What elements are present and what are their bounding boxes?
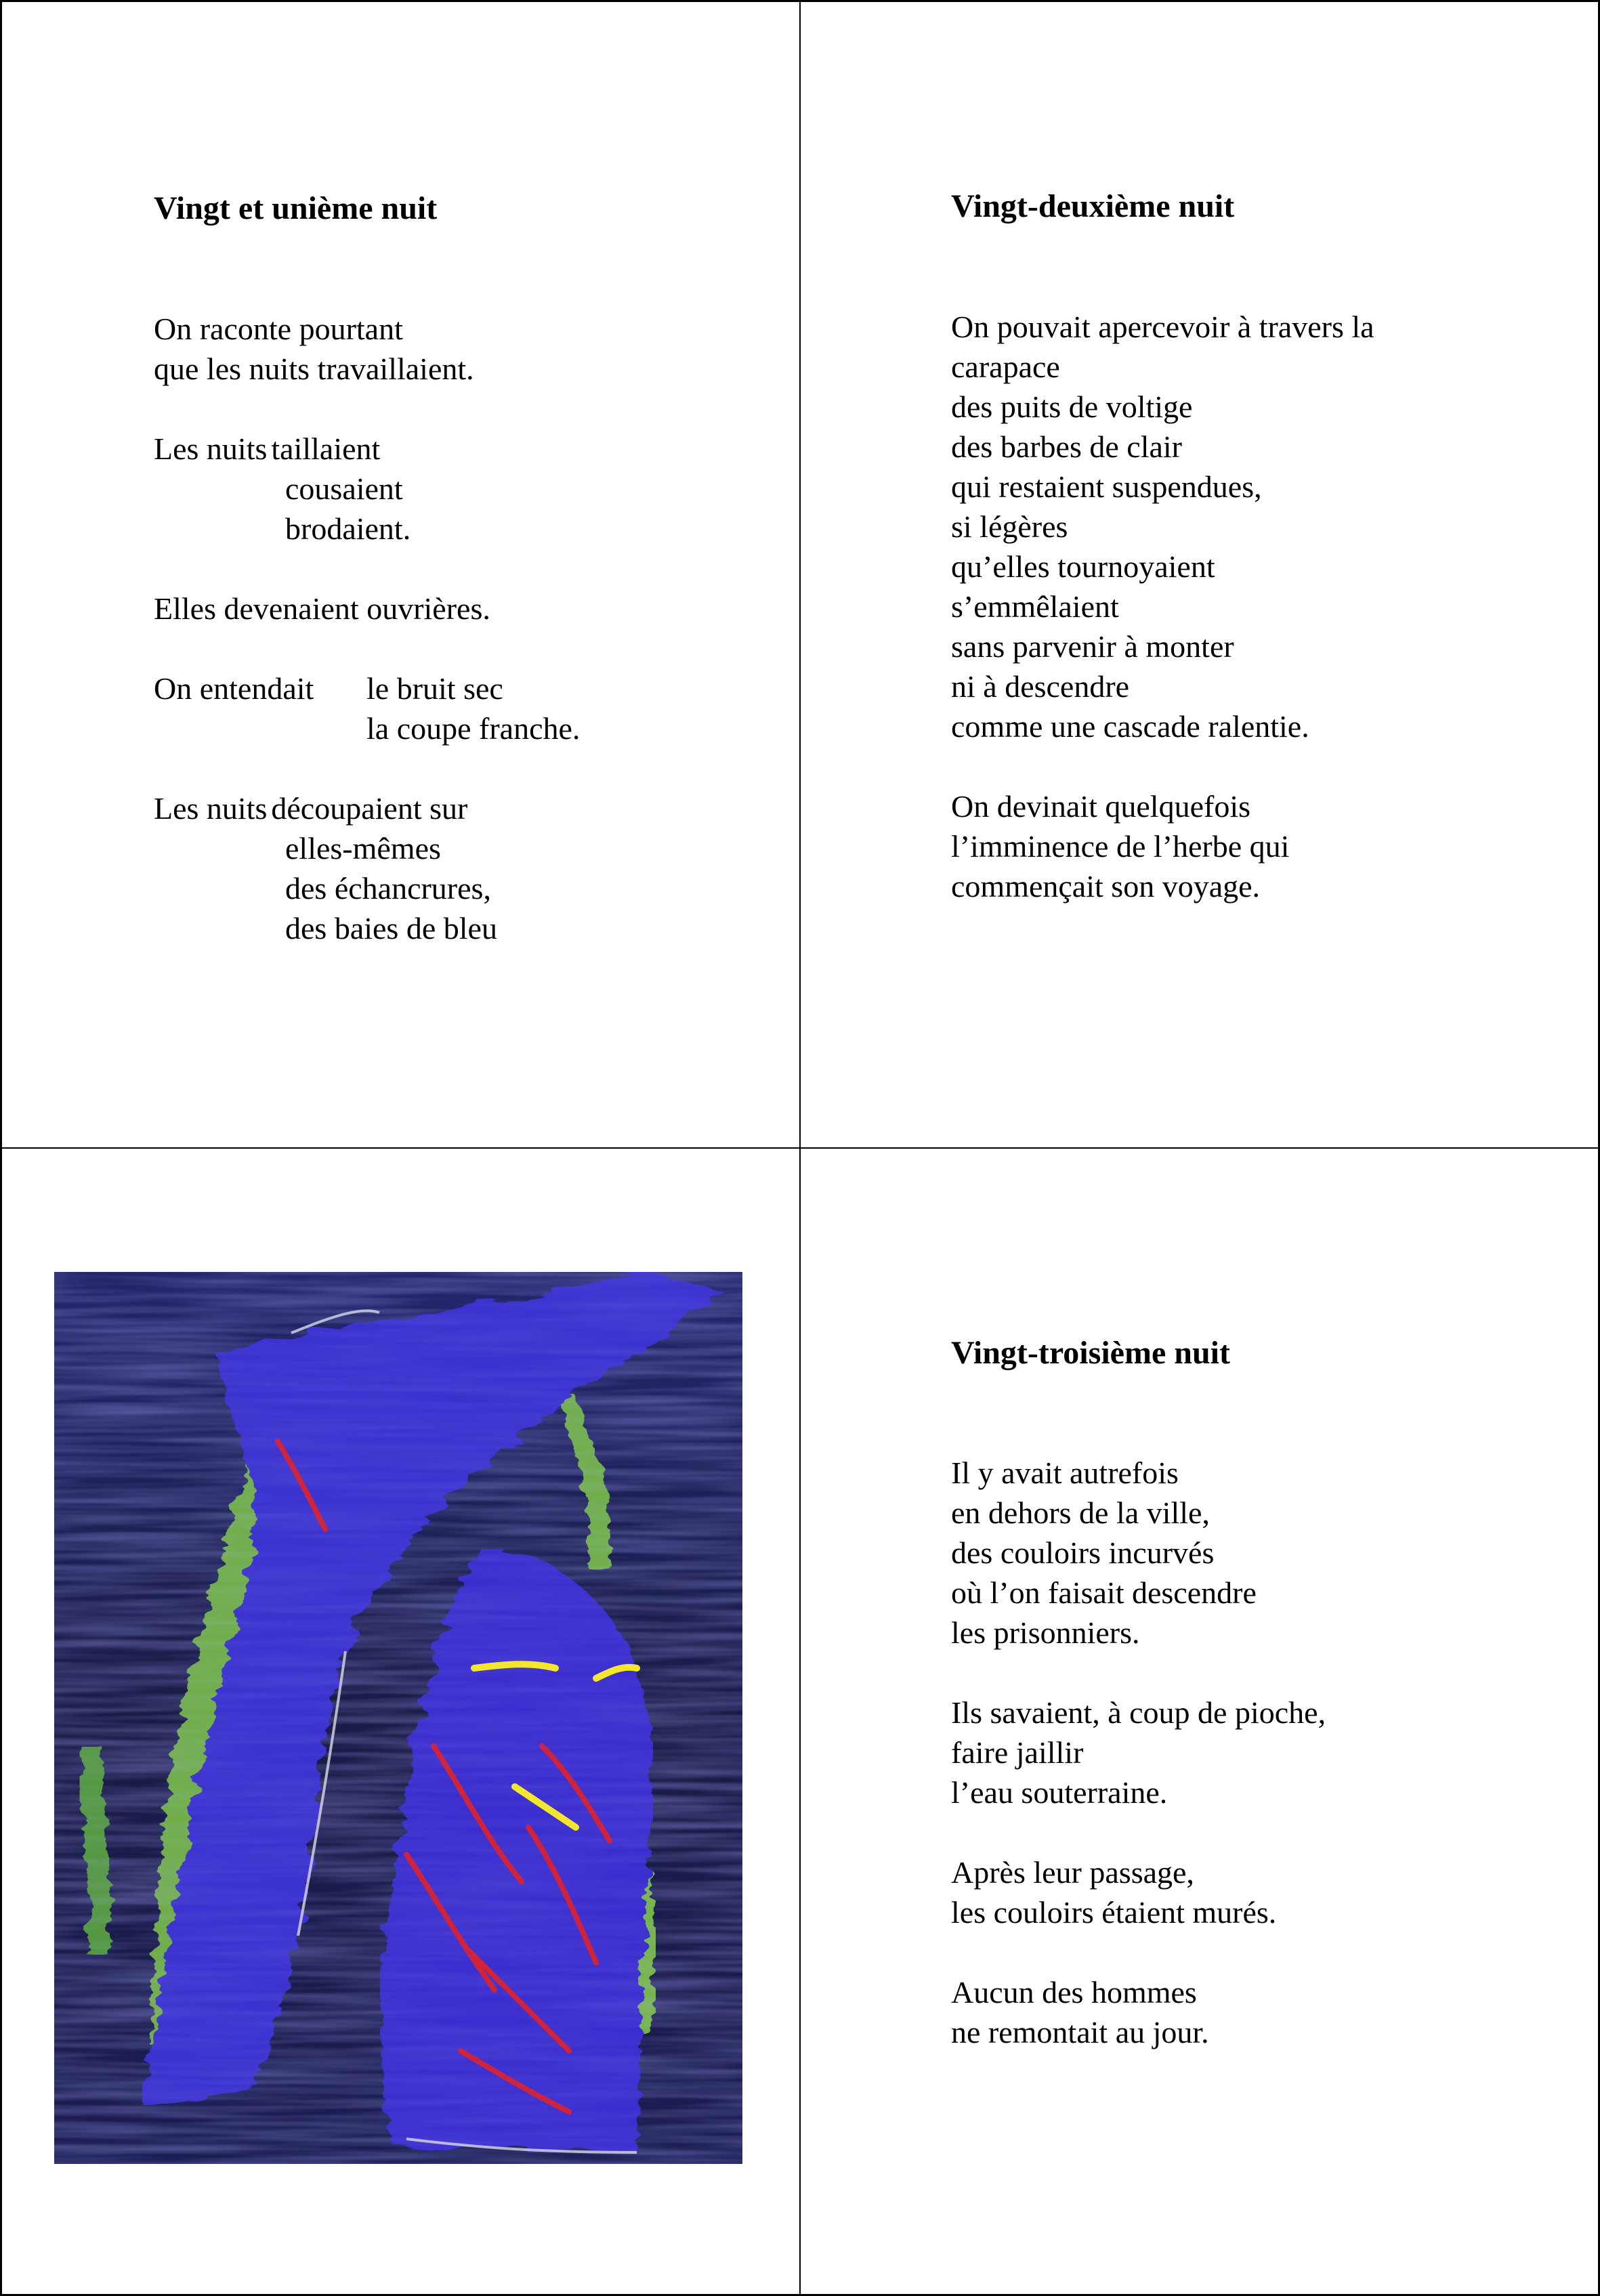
verse-line: des échancrures, <box>285 871 491 906</box>
poem-21-body <box>154 309 580 948</box>
verse-line: elles-mêmes <box>285 831 441 866</box>
verse-line: taillaient <box>271 431 381 466</box>
verse-line: commençait son voyage. <box>951 869 1261 903</box>
verse-line: s’emmêlaient <box>951 589 1119 624</box>
verse-line: qui restaient suspendues, <box>951 469 1262 504</box>
page-poem-21 <box>0 0 801 1149</box>
verse-line: Aucun des hommes <box>951 1975 1197 2010</box>
verse-line: Les nuits <box>154 791 268 826</box>
verse-line: des barbes de clair <box>951 429 1183 464</box>
verse-line: ne remontait au jour. <box>951 2015 1209 2049</box>
poem-23-title: Vingt-troisième nuit <box>951 1335 1230 1371</box>
verse-line: Les nuits <box>154 431 268 466</box>
verse-line: ni à descendre <box>951 669 1130 704</box>
verse-line: que les nuits travaillaient. <box>154 352 474 386</box>
verse-line: Ils savaient, à coup de pioche, <box>951 1695 1326 1730</box>
verse-line: cousaient <box>285 471 403 506</box>
abstract-painting <box>54 1272 742 2164</box>
verse-line: l’imminence de l’herbe qui <box>951 829 1290 864</box>
poem-22-body <box>951 307 1374 906</box>
verse-line: On devinait quelquefois <box>951 789 1251 824</box>
verse-line: faire jaillir <box>951 1735 1084 1770</box>
verse-line: les prisonniers. <box>951 1615 1140 1650</box>
verse-line: On pouvait apercevoir à travers la <box>951 310 1374 344</box>
verse-line: si légères <box>951 509 1068 544</box>
verse-line: qu’elles tournoyaient <box>951 549 1215 584</box>
verse-line: On raconte pourtant <box>154 312 403 346</box>
verse-line: comme une cascade ralentie. <box>951 709 1309 744</box>
verse-line: sans parvenir à monter <box>951 629 1234 664</box>
verse-line: où l’on faisait descendre <box>951 1575 1257 1610</box>
verse-line: le bruit sec <box>366 671 503 706</box>
verse-line: la coupe franche. <box>366 711 581 746</box>
poem-23-body <box>951 1453 1326 2052</box>
verse-line: Il y avait autrefois <box>951 1455 1179 1490</box>
verse-line: On entendait <box>154 671 314 706</box>
verse-line: carapace <box>951 349 1060 384</box>
verse-line: Elles devenaient ouvrières. <box>154 591 490 626</box>
verse-line: brodaient. <box>285 511 411 546</box>
poem-22-title: Vingt-deuxième nuit <box>951 188 1235 224</box>
verse-line: les couloirs étaient murés. <box>951 1895 1277 1930</box>
verse-line: des puits de voltige <box>951 389 1193 424</box>
verse-line: l’eau souterraine. <box>951 1775 1168 1810</box>
verse-line: découpaient sur <box>271 791 468 826</box>
verse-line: en dehors de la ville, <box>951 1495 1210 1530</box>
verse-line: des couloirs incurvés <box>951 1535 1215 1570</box>
verse-line: Après leur passage, <box>951 1855 1194 1890</box>
poem-21-title: Vingt et unième nuit <box>154 190 438 226</box>
verse-line: des baies de bleu <box>285 911 497 945</box>
